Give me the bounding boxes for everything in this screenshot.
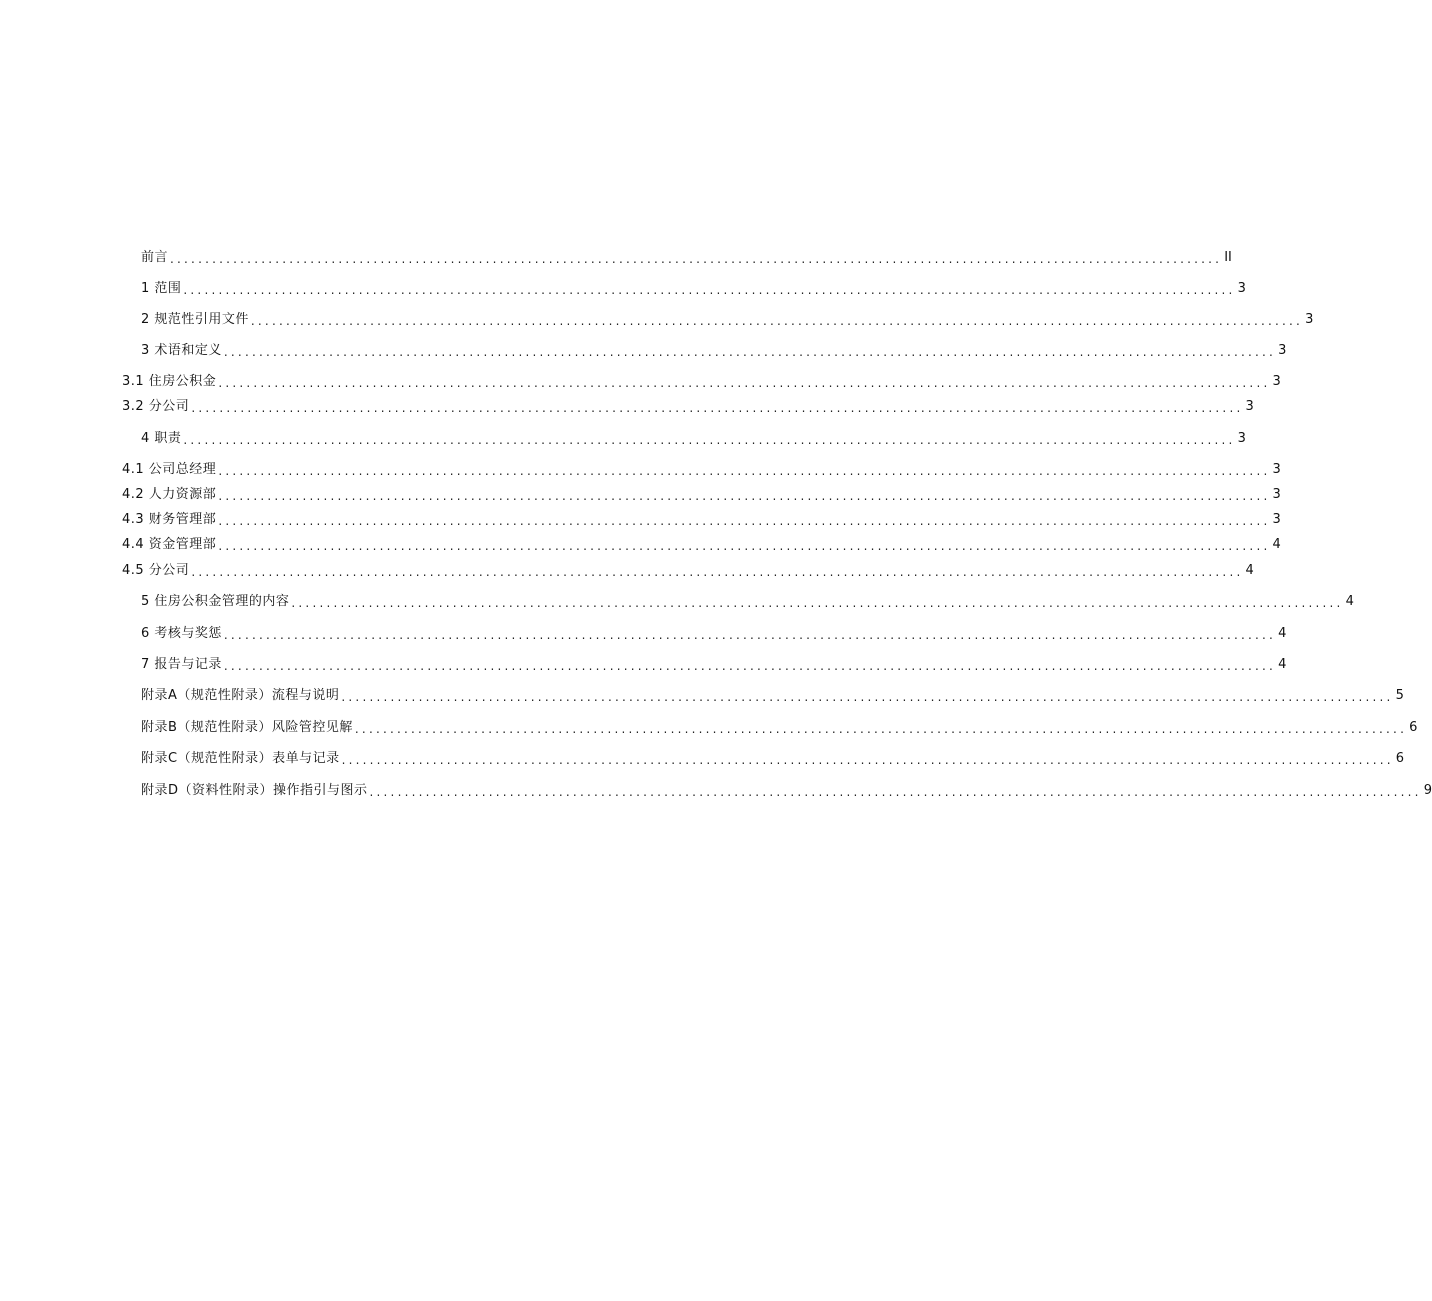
toc-entry-appendix-d[interactable] <box>141 781 1432 801</box>
toc-leader-dots: ...................................................................................................................................................... <box>218 514 1271 528</box>
toc-entry-4-3[interactable] <box>122 510 1281 530</box>
toc-entry-label: 3.1 住房公积金 <box>122 374 217 389</box>
toc-leader-dots: ...................................................................................................................................................... <box>341 690 1394 704</box>
toc-entry-page: 6 <box>1395 751 1405 766</box>
toc-entry-assessment[interactable] <box>141 624 1287 644</box>
toc-leader-dots: ...................................................................................................................................................... <box>183 433 1236 447</box>
toc-entry-4-2[interactable] <box>122 485 1281 505</box>
toc-leader-dots: ...................................................................................................................................................... <box>218 539 1271 553</box>
toc-leader-dots: ...................................................................................................................................................... <box>191 565 1244 579</box>
toc-leader-dots: ...................................................................................................................................................... <box>218 464 1271 478</box>
toc-entry-label: 附录D（资料性附录）操作指引与图示 <box>141 783 368 798</box>
toc-entry-label: 4.4 资金管理部 <box>122 537 217 552</box>
toc-entry-label: 4.2 人力资源部 <box>122 487 217 502</box>
toc-leader-dots: ...................................................................................................................................................... <box>223 659 1277 673</box>
toc-entry-label: 前言 <box>141 250 169 265</box>
toc-entry-normative-references[interactable] <box>141 310 1314 330</box>
toc-entry-label: 附录C（规范性附录）表单与记录 <box>141 751 340 766</box>
toc-entry-label: 2 规范性引用文件 <box>141 312 249 327</box>
toc-entry-label: 4.1 公司总经理 <box>122 462 217 477</box>
toc-leader-dots: ...................................................................................................................................................... <box>223 628 1277 642</box>
toc-leader-dots: ...................................................................................................................................................... <box>170 252 1223 266</box>
toc-entry-responsibilities[interactable] <box>141 429 1246 449</box>
toc-entry-page: 3 <box>1272 374 1281 389</box>
toc-entry-page: 3 <box>1305 312 1314 327</box>
toc-entry-label: 1 范围 <box>141 281 182 296</box>
toc-entry-label: 3 术语和定义 <box>141 343 222 358</box>
toc-entry-label: 4.5 分公司 <box>122 563 190 578</box>
toc-entry-page: 4 <box>1272 537 1281 552</box>
toc-entry-page: 4 <box>1278 657 1287 672</box>
toc-leader-dots: ...................................................................................................................................................... <box>191 401 1244 415</box>
toc-leader-dots: ...................................................................................................................................................... <box>369 785 1422 799</box>
toc-leader-dots: ...................................................................................................................................................... <box>183 283 1236 297</box>
toc-entry-label: 3.2 分公司 <box>122 399 190 414</box>
toc-entry-page: 3 <box>1272 512 1281 527</box>
toc-leader-dots: ...................................................................................................................................................... <box>223 345 1277 359</box>
toc-entry-page: 4 <box>1278 626 1287 641</box>
toc-entry-page: 3 <box>1245 399 1254 414</box>
toc-entry-housing-fund-content[interactable] <box>141 592 1354 612</box>
toc-leader-dots: ...................................................................................................................................................... <box>250 314 1304 328</box>
toc-leader-dots: ...................................................................................................................................................... <box>341 753 1394 767</box>
toc-entry-label: 附录B（规范性附录）风险管控见解 <box>141 720 353 735</box>
toc-entry-label: 4 职责 <box>141 431 182 446</box>
toc-entry-3-2[interactable] <box>122 397 1254 417</box>
toc-entry-4-4[interactable] <box>122 535 1281 555</box>
toc-entry-page: 3 <box>1237 281 1246 296</box>
toc-entry-appendix-b[interactable] <box>141 718 1418 738</box>
toc-entry-page: II <box>1224 250 1232 265</box>
toc-entry-terms[interactable] <box>141 341 1287 361</box>
toc-entry-page: 5 <box>1395 688 1404 703</box>
toc-leader-dots: ...................................................................................................................................................... <box>218 376 1271 390</box>
toc-entry-reports[interactable] <box>141 655 1287 675</box>
toc-entry-label: 5 住房公积金管理的内容 <box>141 594 290 609</box>
toc-leader-dots: ...................................................................................................................................................... <box>354 722 1408 736</box>
toc-entry-page: 4 <box>1245 563 1254 578</box>
toc-entry-page: 3 <box>1272 487 1281 502</box>
toc-entry-label: 7 报告与记录 <box>141 657 222 672</box>
toc-leader-dots: ...................................................................................................................................................... <box>291 596 1344 610</box>
toc-entry-appendix-a[interactable] <box>141 686 1404 706</box>
toc-entry-page: 3 <box>1237 431 1246 446</box>
toc-entry-label: 附录A（规范性附录）流程与说明 <box>141 688 340 703</box>
toc-entry-scope[interactable] <box>141 279 1246 299</box>
toc-entry-page: 4 <box>1345 594 1354 609</box>
toc-entry-label: 4.3 财务管理部 <box>122 512 217 527</box>
toc-leader-dots: ...................................................................................................................................................... <box>218 489 1271 503</box>
toc-entry-page: 9 <box>1423 783 1432 798</box>
toc-entry-4-1[interactable] <box>122 460 1281 480</box>
toc-entry-page: 3 <box>1278 343 1287 358</box>
toc-entry-4-5[interactable] <box>122 561 1254 581</box>
toc-entry-foreword[interactable] <box>141 248 1232 268</box>
toc-entry-3-1[interactable] <box>122 372 1281 392</box>
toc-entry-label: 6 考核与奖惩 <box>141 626 222 641</box>
toc-entry-appendix-c[interactable] <box>141 749 1405 769</box>
toc-entry-page: 3 <box>1272 462 1281 477</box>
toc-entry-page: 6 <box>1409 720 1418 735</box>
